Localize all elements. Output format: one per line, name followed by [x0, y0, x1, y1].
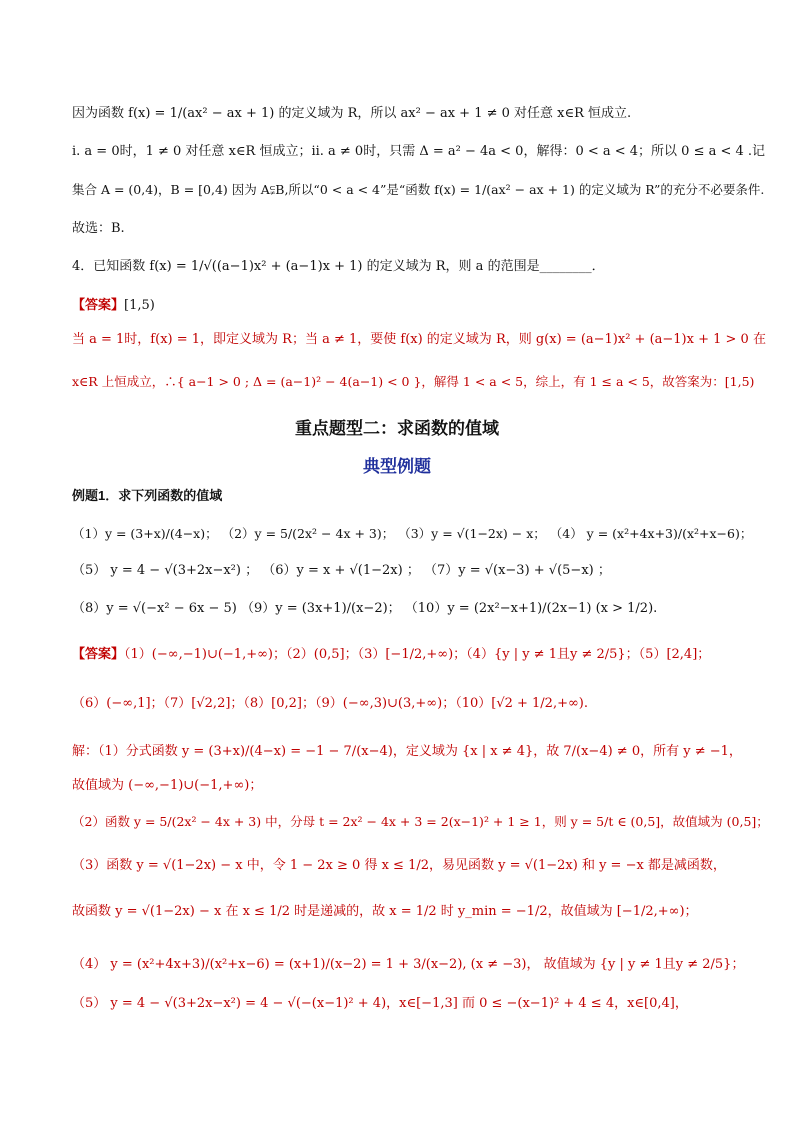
solution-line-6: （4） y = (x²+4x+3)/(x²+x−6) = (x+1)/(x−2) = 1 + 3/(x−2), (x ≠ −3)， 故值域为 {y | y ≠ 1且y ≠ 2/5}； [72, 957, 745, 972]
solution-line-4: （3）函数 y = √(1−2x) − x 中，令 1 − 2x ≥ 0 得 x ≤ 1/2，易见函数 y = √(1−2x) 和 y = −x 都是减函数， [72, 858, 726, 873]
intro-line-1: 因为函数 f(x) = 1/(ax² − ax + 1) 的定义域为 R，所以 ax² − ax + 1 ≠ 0 对任意 x∈R 恒成立. [72, 106, 632, 121]
answer-4 [72, 296, 155, 316]
example-title: 例题1．求下列函数的值域 [72, 488, 223, 503]
example-row-3: （8）y = √(−x² − 6x − 5) （9）y = (3x+1)/(x−2)； （10）y = (2x²−x+1)/(2x−1) (x > 1/2). [72, 601, 658, 616]
solution-line-2: 故值域为 (−∞,−1)∪(−1,+∞)； [72, 778, 263, 793]
example-row-2: （5） y = 4 − √(3+2x−x²) ； （6）y = x + √(1−2x) ； （7）y = √(x−3) + √(5−x) ； [72, 563, 611, 578]
question-4: 4．已知函数 f(x) = 1/√((a−1)x² + (a−1)x + 1) 的定义域为 R，则 a 的范围是________． [72, 259, 605, 274]
sub-title: 典型例题 [363, 457, 431, 476]
answers-label: 【答案】 [72, 647, 125, 662]
solution-line-7: （5） y = 4 − √(3+2x−x²) = 4 − √(−(x−1)² + 4)，x∈[−1,3] 而 0 ≤ −(x−1)² + 4 ≤ 4，x∈[0,4]， [72, 996, 688, 1011]
choice-result: 故选：B. [72, 221, 125, 236]
solution-line-1: 解：（1）分式函数 y = (3+x)/(4−x) = −1 − 7/(x−4)，定义域为 {x | x ≠ 4}，故 7/(x−4) ≠ 0，所有 y ≠ −1， [72, 744, 742, 759]
answers-line-1 [72, 645, 710, 665]
intro-line-3: 集合 A = (0,4)，B = [0,4) 因为 A⫋B,所以“0 < a < 4”是“函数 f(x) = 1/(ax² − ax + 1) 的定义域为 R”的充分不必要条件. [72, 182, 765, 197]
answer-4-explanation-1: 当 a = 1时，f(x) = 1，即定义域为 R；当 a ≠ 1，要使 f(x) 的定义域为 R，则 g(x) = (a−1)x² + (a−1)x + 1 > 0 在 [72, 332, 766, 347]
answer-label: 【答案】 [72, 298, 125, 313]
answers-line-2: （6）(−∞,1]；（7）[√2,2]；（8）[0,2]；（9）(−∞,3)∪(3,+∞)；（10）[√2 + 1/2,+∞). [72, 696, 589, 711]
solution-line-5: 故函数 y = √(1−2x) − x 在 x ≤ 1/2 时是递减的，故 x = 1/2 时 y_min = −1/2，故值域为 [−1/2,+∞)； [72, 904, 698, 919]
solution-line-3: （2）函数 y = 5/(2x² − 4x + 3) 中，分母 t = 2x² − 4x + 3 = 2(x−1)² + 1 ≥ 1，则 y = 5/t ∈ (0,5]，故值域为 (0,5]； [72, 814, 769, 829]
section-title: 重点题型二：求函数的值域 [295, 419, 499, 438]
answer-4-value: [1,5) [124, 298, 155, 313]
answer-4-explanation-2: x∈R 上恒成立，∴{ a−1 > 0 ; Δ = (a−1)² − 4(a−1) < 0 }，解得 1 < a < 5，综上，有 1 ≤ a < 5，故答案为：[1,5) [72, 374, 755, 389]
example-row-1: （1）y = (3+x)/(4−x)； （2）y = 5/(2x² − 4x + 3)； （3）y = √(1−2x) − x； （4） y = (x²+4x+3)/(x²+x−6)； [72, 526, 753, 541]
answers-values-1: （1）(−∞,−1)∪(−1,+∞)；（2）(0,5]；（3）[−1/2,+∞)；（4）{y | y ≠ 1且y ≠ 2/5}；（5）[2,4]； [124, 647, 711, 662]
intro-line-2: i. a = 0时，1 ≠ 0 对任意 x∈R 恒成立；ii. a ≠ 0时，只需 Δ = a² − 4a < 0，解得：0 < a < 4；所以 0 ≤ a < 4 .记 [72, 144, 766, 159]
